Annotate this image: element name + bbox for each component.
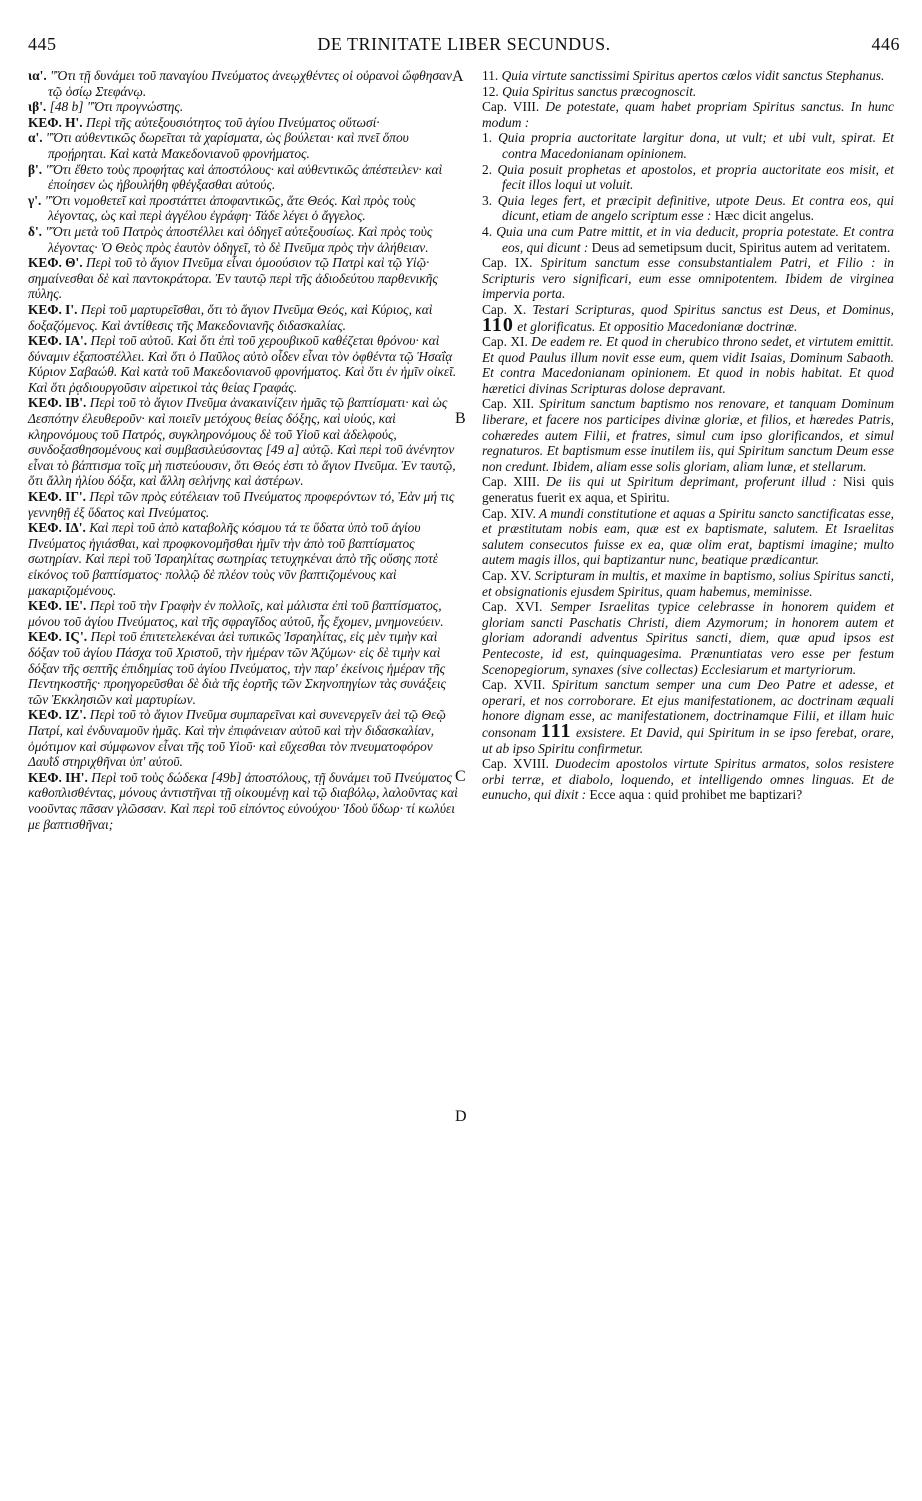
- latin-entry: [482, 99, 894, 130]
- entry-text: Spiritum sanctum esse consubstantialem Patri, et Filio : in Scripturis vero significari, eum esse omnipotentem. Ibidem de virginea impervia porta.: [482, 255, 894, 302]
- column-number: 111: [540, 719, 572, 742]
- greek-entry: [28, 99, 460, 115]
- latin-entry: [482, 224, 894, 255]
- entry-number: δ'.: [28, 223, 43, 239]
- entry-number: ΚΕΦ. ΙΖ'.: [28, 707, 87, 723]
- margin-letter-c: C: [455, 768, 466, 785]
- entry-text: Περὶ τοῦ τὸ ἅγιον Πνεῦμα εἶναι ὁμοούσιον τῷ Πατρὶ καὶ τῷ Υἱῷ· σημαίνεσθαι δὲ καὶ παντοκράτορα. Ἐν ταυτῷ περὶ τῆς ἀδιοδεύτου παρθενικῆς πύλης.: [28, 255, 438, 302]
- entry-number: 4.: [482, 223, 493, 239]
- latin-entry: [482, 599, 894, 677]
- quoted-text: Ecce aqua : quid prohibet me baptizari?: [589, 787, 803, 803]
- column-number: 110: [482, 313, 514, 336]
- entry-number: Cap. XI.: [482, 334, 528, 350]
- entry-text: "Ὅτι τῇ δυνάμει τοῦ παναγίου Πνεύματος ἀνεῳχθέντες οἱ οὐρανοὶ ὤφθησαν τῷ ὁσίῳ Στεφάνῳ.: [48, 68, 452, 99]
- entry-text-continued: exsistere. Et David, qui Spiritum in se ipso ferebat, orare, ut ab ipso Spiritu confirmetur.: [482, 724, 894, 756]
- quoted-text: Nisi quis generatus fuerit ex aqua, et Spiritu.: [482, 474, 894, 506]
- latin-column: [482, 68, 894, 803]
- quoted-text: Hæc dicit angelus.: [714, 208, 815, 224]
- greek-entry: [28, 598, 460, 629]
- entry-text: Περὶ τοῦ ἐπιτετελεκέναι ἀεὶ τυπικῶς Ἰσραηλίτας, εἰς μὲν τιμὴν καὶ δόξαν τοῦ ἁγίου Πάσχα τοῦ Χριστοῦ, τὴν ἡμέραν τῶν Ἀζύμων· εἰς δὲ τιμὴν καὶ δόξαν τῆς σεπτῆς ἐπιδημίας τοῦ ἁγίου Πνεύματος, τὴν παρ' ἐκείνοις ἡμέραν τῆς Πεντηκοστῆς· προηγορεῦσθαι δὲ διὰ τῆς ἑορτῆς τῶν Σκηνοπηγίων τὰς συνάξεις τῶν Ἐκκλησιῶν καὶ μαρτυρίων.: [28, 629, 446, 707]
- entry-text: Semper Israelitas typice celebrasse in honorem quidem et gloriam sancti Paschatis Christi, diem Azymorum; in honorem autem et gloriam adorandi adventus Spiritus sancti, diem, quæ apud ipsos est Pentecoste, id est, quinquagesima. Prænuntiatas vero esse per festum Scenopegiorum, synaxes (sive collectas) Ecclesiarum et martyriorum.: [482, 599, 894, 677]
- latin-entry: [482, 130, 894, 161]
- latin-entry: [482, 84, 894, 100]
- greek-entry: [28, 130, 460, 161]
- greek-entry: [28, 707, 460, 769]
- entry-text: Quia posuit prophetas et apostolos, et propria auctoritate eos misit, et fecit illos loqui ut voluit.: [497, 161, 894, 193]
- entry-text: Περὶ τοῦ τοὺς δώδεκα [49b] ἀποστόλους, τῇ δυνάμει τοῦ Πνεύματος καθοπλισθέντας, μόνους ἀντιστῆναι τῇ οἰκουμένῃ καὶ τῷ διαβόλῳ, λαλοῦντας καὶ νοοῦντας πᾶσαν γλῶσσαν. Καὶ περὶ τοῦ εἰπόντος εὐνούχου· Ἰδοὺ ὕδωρ· τί κωλύει με βαπτισθῆναι;: [28, 769, 458, 832]
- latin-entry: [482, 193, 894, 224]
- entry-number: ΚΕΦ. ΙΓ'.: [28, 489, 86, 505]
- entry-number: β'.: [28, 161, 43, 177]
- entry-text: Testari Scripturas, quod Spiritus sanctus est Deus, et Dominus,: [532, 301, 894, 317]
- entry-text-continued: et glorificatus. Et oppositio Macedonianæ doctrinæ.: [517, 318, 798, 334]
- entry-text: Spiritum sanctum baptismo nos renovare, et tanquam Dominum liberare, et facere nos participes divinæ gloriæ, et filios, et hæredes Patris, cohæredes autem Filii, et fratres, simul cum ipso glorificandos, et simul regnaturos. Et baptismum esse inutilem iis, qui Spiritum sanctum Deum esse non credunt. Ibidem, aliam esse solis gloriam, aliam lunæ, et stellarum.: [482, 396, 894, 474]
- entry-number: ΚΕΦ. ΙΒ'.: [28, 395, 87, 411]
- entry-text: Καὶ περὶ τοῦ ἀπὸ καταβολῆς κόσμου τά τε ὕδατα ὑπὸ τοῦ ἁγίου Πνεύματος ἡγιάσθαι, καὶ προφκονομῆσθαι ἡμῖν τὴν ἀπὸ τοῦ βαπτίσματος σωτηρίαν. Καὶ περὶ τοῦ Ἰσραηλίτας σωτηρίας τετυχηκέναι ἀπὸ τῆς οὔσης ποτὲ εἰκόνος τοῦ βαπτίσματος· πολλῷ δὲ πλέον τοὺς νῦν βαπτιζομένους καὶ μακαριζομένους.: [28, 520, 439, 598]
- entry-number: Cap. XIV.: [482, 505, 536, 521]
- entry-number: γ'.: [28, 192, 42, 208]
- entry-number: 12.: [482, 83, 499, 99]
- entry-number: ΚΕΦ. ΙΑ'.: [28, 333, 88, 349]
- entry-number: 3.: [482, 192, 493, 208]
- entry-text: De eadem re. Et quod in cherubico throno sedet, et virtutem emittit. Et quod Paulus illum novit esse eum, quem vidit Isaias, Dominum Sabaoth. Et contra Macedonianam opinionem. Et quod in nobis habitat. Et quod hæretici divinas Scripturas dolose depravant.: [482, 334, 894, 396]
- entry-text: Περὶ τοῦ μαρτυρεῖσθαι, ὅτι τὸ ἅγιον Πνεῦμα Θεός, καὶ Κύριος, καὶ δοξαζόμενος. Καὶ ἀντίθεσις τῆς Μακεδονιανῆς διδασκαλίας.: [28, 301, 433, 333]
- greek-entry: [28, 395, 460, 489]
- entry-number: ΚΕΦ. Θ'.: [28, 255, 83, 271]
- entry-number: ΚΕΦ. ΙΗ'.: [28, 769, 88, 785]
- greek-entry: [28, 115, 460, 131]
- entry-number: ΚΕΦ. ΙϚ'.: [28, 629, 88, 645]
- entry-text: Quia una cum Patre mittit, et in via deducit, propria potestate. Et contra eos, qui dicunt :: [496, 223, 894, 255]
- entry-number: Cap. IX.: [482, 255, 533, 271]
- greek-entry: [28, 489, 460, 520]
- entry-number: Cap. XVIII.: [482, 756, 549, 772]
- greek-entry: [28, 333, 460, 395]
- entry-text: Scripturam in multis, et maxime in baptismo, solius Spiritus sancti, et obsignationis ejusdem Spiritus, quam habemus, meminisse.: [482, 568, 894, 599]
- entry-text: Quia Spiritus sanctus præcognoscit.: [502, 83, 697, 99]
- margin-letter-d: D: [455, 1108, 467, 1125]
- entry-number: 2.: [482, 161, 493, 177]
- greek-entry: [28, 629, 460, 707]
- latin-entry: [482, 162, 894, 193]
- entry-text: Quia leges fert, et præcipit definitive, utpote Deus. Et contra eos, qui dicunt, etiam de angelo scriptum esse :: [497, 192, 894, 224]
- entry-number: ΚΕΦ. Η'.: [28, 114, 83, 130]
- entry-text: "Ὅτι νομοθετεῖ καὶ προστάττει ἀποφαντικῶς, ἅτε Θεός. Καὶ πρὸς τοὺς λέγοντας, ὡς καὶ περὶ ἀγγέλου ἐγράφη· Τάδε λέγει ὁ ἄγγελος.: [44, 192, 416, 224]
- latin-entry: [482, 396, 894, 474]
- margin-letter-b: B: [455, 410, 466, 427]
- entry-text: Περὶ τῶν πρὸς εὐτέλειαν τοῦ Πνεύματος προφερόντων τό, Ἐὰν μή τις γεννηθῇ ἐξ ὕδατος καὶ Πνεύματος.: [28, 489, 455, 520]
- greek-entry: [28, 68, 460, 99]
- entry-text: Duodecim apostolos virtute Spiritus armatos, solos resistere orbi terræ, et diabolo, loquendo, et intelligendo omnes linguas. Et de eunucho, qui dixit :: [482, 756, 894, 803]
- entry-number: Cap. XII.: [482, 396, 535, 412]
- greek-entry: [28, 162, 460, 193]
- entry-text: Quia propria auctoritate largitur dona, ut vult; et ubi vult, spirat. Et contra Macedonianam opinionem.: [498, 130, 894, 161]
- margin-letter-a: A: [452, 68, 464, 85]
- entry-number: Cap. XVI.: [482, 599, 543, 615]
- entry-number: ΚΕΦ. ΙΔ'.: [28, 520, 86, 536]
- entry-number: ΚΕΦ. ΙΕ'.: [28, 598, 87, 614]
- latin-entry: [482, 302, 894, 334]
- latin-entry: [482, 68, 894, 84]
- latin-entry: [482, 506, 894, 568]
- entry-text: De iis qui ut Spiritum deprimant, proferunt illud :: [546, 474, 837, 490]
- quoted-text: Deus ad semetipsum ducit, Spiritus autem ad veritatem.: [591, 239, 891, 255]
- entry-text: Περὶ τοῦ τὸ ἅγιον Πνεῦμα ἀνακαινίζειν ἡμᾶς τῷ βαπτίσματι· καὶ ὡς Δεσπότην ἐλευθεροῦν· καὶ ποιεῖν μετόχους θείας δόξης, καὶ υἱούς, καὶ κληρονόμους τοῦ Πατρός, συγκληρονόμους δὲ τοῦ Υἱοῦ καὶ ἀδελφούς, συνδοξασθησομένους καὶ συμβασιλεύσοντας [49 a] αὐτῷ. Καὶ περὶ τοῦ ἀνένητον εἶναι τὸ βάπτισμα τοῖς μὴ πιστεύουσιν, ὅτι Θεός ἐστι τὸ ἅγιον Πνεῦμα. Ἐν ταυτῷ, ὅτι ἄλλη ἡλίου δόξα, καὶ ἄλλη σελήνης καὶ ἀστέρων.: [28, 395, 456, 489]
- latin-entry: [482, 255, 894, 302]
- entry-text: "Ὅτι ἔθετο τοὺς προφήτας καὶ ἀποστόλους· καὶ αὐθεντικῶς ἀπέστειλεν· καὶ ἐποίησεν ὡς ἠβουλήθη φθέγξασθαι αὐτούς.: [45, 161, 443, 193]
- entry-number: 11.: [482, 68, 499, 83]
- entry-text: Περὶ τοῦ αὐτοῦ. Καὶ ὅτι ἐπὶ τοῦ χερουβικοῦ καθέζεται θρόνου· καὶ δύναμιν ἐξαποστέλλει. Καὶ ὅτι ὁ Παῦλος αὐτὸ οἶδεν εἶναι τὸν ὀφθέντα τῷ Ἡσαΐᾳ Κύριον Σαβαώθ. Καὶ κατὰ τοῦ Μακεδονιανοῦ φρονήματος. Καὶ ὅτι ἐν ἡμῖν οἰκεῖ. Καὶ ὅτι ῥᾳδιουργοῦσιν αἱρετικοὶ τὰς θείας Γραφάς.: [28, 333, 457, 395]
- entry-number: Cap. XIII.: [482, 474, 540, 490]
- entry-text: [48 b] "Ὅτι προγνώστης.: [49, 99, 184, 115]
- entry-number: Cap. XVII.: [482, 677, 546, 693]
- entry-number: α'.: [28, 130, 43, 146]
- greek-entry: [28, 770, 460, 832]
- entry-text: A mundi constitutione et aquas a Spiritu sancto sanctificatas esse, et præstitutam nobis eam, quæ est ex baptismate, salutem. Et Israelitas salutem consecutos fuisse ex ea, quæ olim erat, baptismi imagine; multo autem magis illos, qui baptizantur nunc, beatique prædicantur.: [482, 505, 894, 568]
- entry-text: "Ὅτι μετὰ τοῦ Πατρὸς ἀποστέλλει καὶ ὁδηγεῖ αὐτεξουσίως. Καὶ πρὸς τοὺς λέγοντας· Ὁ Θεὸς πρὸς ἑαυτὸν ὁδηγεῖ, τὸ δὲ Πνεῦμα πρὸς τὴν ἀλήθειαν.: [45, 223, 433, 255]
- entry-number: ΚΕΦ. Ι'.: [28, 301, 78, 317]
- page-number-left: 445: [28, 34, 57, 54]
- entry-text: Quia virtute sanctissimi Spiritus apertos cœlos vidit sanctus Stephanus.: [501, 68, 885, 83]
- page-number-right: 446: [871, 34, 900, 54]
- entry-number: ια'.: [28, 68, 47, 83]
- latin-entry: [482, 677, 894, 756]
- entry-text: Περὶ τοῦ τὴν Γραφὴν ἐν πολλοῖς, καὶ μάλιστα ἐπὶ τοῦ βαπτίσματος, μόνου τοῦ ἁγίου Πνεύματος, καὶ τῆς σφραγῖδος αὐτοῦ, ἧς ἔχομεν, μνημονεύειν.: [28, 598, 444, 629]
- entry-number: ιβ'.: [28, 99, 47, 115]
- greek-entry: [28, 520, 460, 598]
- latin-entry: [482, 568, 894, 599]
- entry-text: "Ὅτι αὐθεντικῶς δωρεῖται τὰ χαρίσματα, ὡς βούλεται· καὶ πνεῖ ὅπου προῄρηται. Καὶ κατὰ Μακεδονιανοῦ φρονήματος.: [45, 130, 409, 161]
- greek-column: [28, 68, 460, 832]
- greek-entry: [28, 255, 460, 302]
- entry-text: De potestate, quam habet propriam Spiritus sanctus. In hunc modum :: [482, 99, 894, 130]
- latin-entry: [482, 756, 894, 803]
- latin-entry: [482, 334, 894, 396]
- greek-entry: [28, 302, 460, 333]
- entry-number: Cap. XV.: [482, 568, 532, 583]
- entry-number: 1.: [482, 130, 493, 146]
- entry-number: Cap. VIII.: [482, 99, 540, 115]
- latin-entry: [482, 474, 894, 505]
- entry-number: Cap. X.: [482, 301, 527, 317]
- greek-entry: [28, 224, 460, 255]
- entry-text: Spiritum sanctum semper una cum Deo Patre et adesse, et operari, et nos corroborare. Et ejus manifestationem, ac doctrinam æquali honore dignam esse, ac manifestationem, doctrinamque Filii, et illam huic consonam: [482, 677, 894, 740]
- entry-text: Περὶ τοῦ τὸ ἅγιον Πνεῦμα συμπαρεῖναι καὶ συνενεργεῖν ἀεὶ τῷ Θεῷ Πατρί, καὶ ἐνδυναμοῦν ἡμᾶς. Καὶ τὴν ἐπιφάνειαν αὐτοῦ καὶ τὴν διδασκαλίαν, ὁμότιμον καὶ σύμφωνον εἶναι τῆς τοῦ Υἱοῦ· καὶ εὔχεσθαι τὸν πνευματοφόρον Δαυῒδ στηριχθῆναι ὑπ' αὐτοῦ.: [28, 707, 446, 770]
- running-title: DE TRINITATE LIBER SECUNDUS.: [317, 34, 611, 54]
- page-header: [28, 34, 900, 56]
- entry-text: Περὶ τῆς αὐτεξουσιότητος τοῦ ἁγίου Πνεύματος οὕτωσί·: [86, 114, 380, 130]
- greek-entry: [28, 193, 460, 224]
